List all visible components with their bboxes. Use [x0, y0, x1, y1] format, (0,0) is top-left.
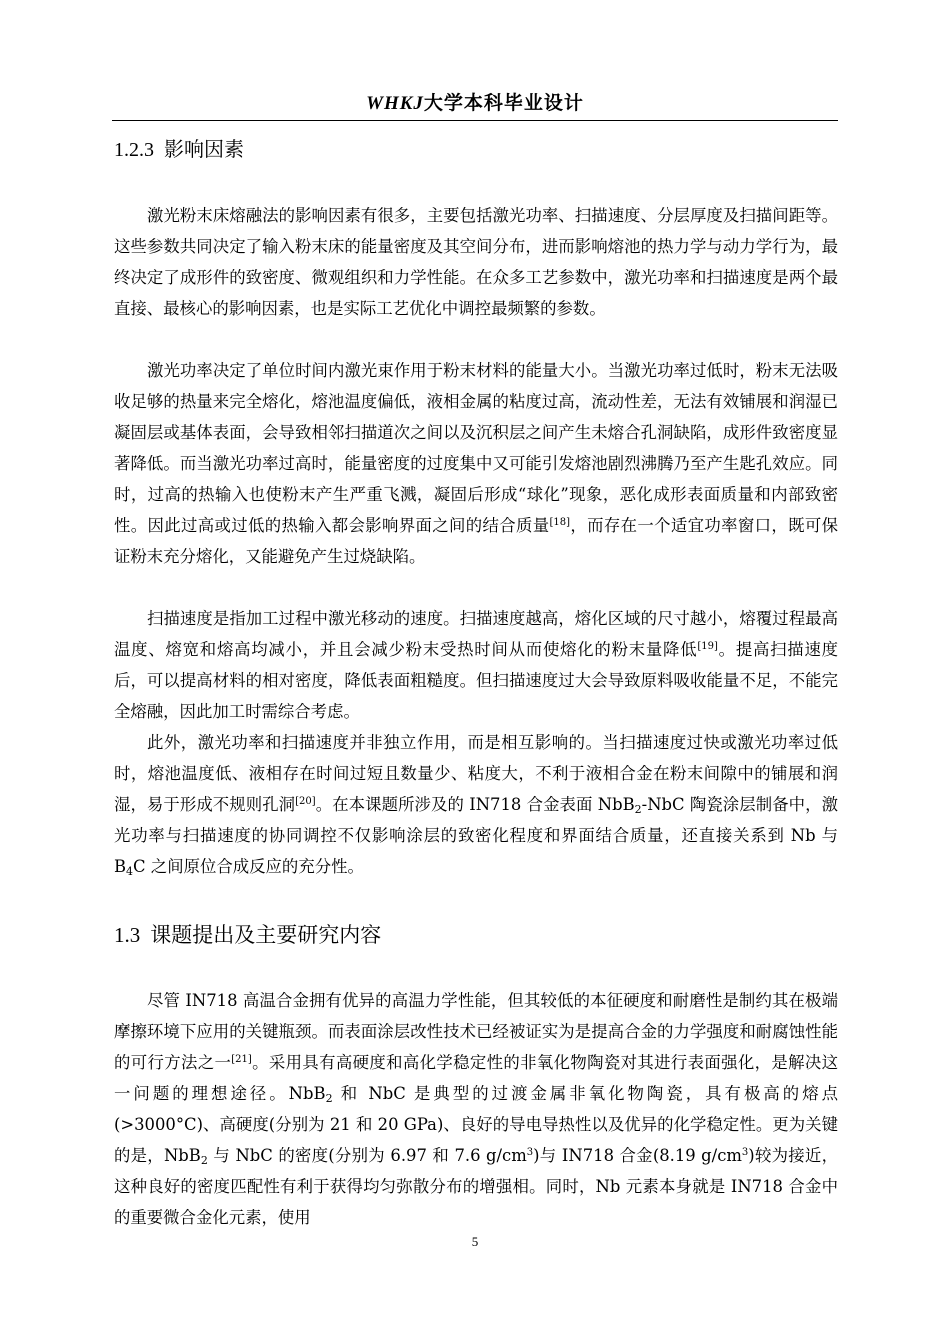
section-heading-1-3 [114, 920, 381, 950]
subscript: 2 [325, 1092, 333, 1105]
text-run: -NbC 陶瓷涂层制备中，激光功率与扫描速度的协同调控不仅影响涂层的致密化程度和界面结合质量，还直接关系到 Nb 与 B [114, 795, 838, 876]
citation: [20] [295, 796, 316, 807]
citation: [19] [697, 641, 718, 652]
text-run: ，而存在一个适宜功率窗口，既可保证粉末充分熔化，又能避免产生过烧缺陷。 [114, 516, 839, 566]
section-title: 课题提出及主要研究内容 [150, 923, 382, 947]
text-run: 扫描速度是指加工过程中激光移动的速度。扫描速度越高，熔化区域的尺寸越小，熔覆过程最高温度、熔宽和熔高均减小，并且会减少粉末受热时间从而使熔化的粉末量降低 [114, 609, 838, 659]
subscript: 4 [126, 865, 134, 878]
text-run: 激光功率决定了单位时间内激光束作用于粉末材料的能量大小。当激光功率过低时，粉末无法吸收足够的热量来完全熔化，熔池温度偏低，液相金属的粘度过高，流动性差，无法有效铺展和润湿已凝固层或基体表面，会导致相邻扫描道次之间以及沉积层之间产生未熔合孔洞缺陷，成形件致密度显著降低。而当激光功率过高时，能量密度的过度集中又可能引发熔池剧烈沸腾乃至产生匙孔效应。同时，过高的热输入也使粉末产生严重飞溅，凝固后形成“球化”现象，恶化成形表面质量和内部致密性。因此过高或过低的热输入都会影响界面之间的结合质量 [114, 361, 838, 535]
header-title: 大学本科毕业设计 [423, 92, 584, 114]
text-run: 。提高扫描速度后，可以提高材料的相对密度，降低表面粗糙度。但扫描速度过大会导致原料吸收能量不足，不能完全熔融，因此加工时需综合考虑。 [114, 640, 839, 721]
page-number: 5 [471, 1234, 479, 1249]
subscript: 2 [634, 803, 642, 816]
section-number: 1.3 [114, 923, 141, 947]
text-run: 。在本课题所涉及的 IN718 合金表面 NbB [315, 795, 635, 814]
paragraph-1: 激光粉末床熔融法的影响因素有很多，主要包括激光功率、扫描速度、分层厚度及扫描间距等。这些参数共同决定了输入粉末床的能量密度及其空间分布，进而影响熔池的热力学与动力学行为，最终决定了成形件的致密度、微观组织和力学性能。在众多工艺参数中，激光功率和扫描速度是两个最直接、最核心的影响因素，也是实际工艺优化中调控最频繁的参数。 [114, 206, 838, 318]
text-run: C 之间原位合成反应的充分性。 [133, 857, 364, 876]
header-latin: WHKJ [366, 93, 424, 114]
page-header [0, 88, 950, 115]
text-run: 尽管 IN718 高温合金拥有优异的高温力学性能，但其较低的本征硬度和耐磨性是制约其在极端摩擦环境下应用的关键瓶颈。而表面涂层改性技术已经被证实为是提高合金的力学强度和耐腐蚀性能的可行方法之一 [114, 991, 838, 1072]
paragraph-2 [114, 355, 838, 572]
section-title: 影响因素 [164, 137, 244, 161]
text-run: )与 IN718 合金(8.19 g/cm [533, 1146, 742, 1165]
paragraph-5 [114, 985, 838, 1233]
section-heading-1-2-3 [114, 135, 244, 164]
citation: [21] [231, 1054, 252, 1065]
text-run: 与 NbC 的密度(分别为 6.97 和 7.6 g/cm [207, 1146, 527, 1165]
header-rule [112, 120, 838, 121]
citation: [18] [549, 517, 571, 528]
text-run: )较为接近，这种良好的密度匹配性有利于获得均匀弥散分布的增强相。同时，Nb 元素本身就是 IN718 合金中的重要微合金化元素，使用 [114, 1146, 838, 1227]
text-run: 和 NbC 是典型的过渡金属非氧化物陶瓷，具有极高的熔点(>3000°C)、高硬度(分别为 21 和 20 GPa)、良好的导电导热性以及优异的化学稳定性。更为关键的是，NbB [114, 1084, 838, 1165]
paragraph-3 [114, 603, 838, 727]
subscript: 2 [200, 1154, 208, 1167]
section-number: 1.2.3 [114, 139, 154, 161]
superscript: 3 [526, 1147, 534, 1158]
superscript: 3 [741, 1147, 749, 1158]
text-run: 。采用具有高硬度和高化学稳定性的非氧化物陶瓷对其进行表面强化，是解决这一问题的理想途径。NbB [114, 1053, 839, 1103]
paragraph-4 [114, 727, 838, 882]
text-run: 此外，激光功率和扫描速度并非独立作用，而是相互影响的。当扫描速度过快或激光功率过低时，熔池温度低、液相存在时间过短且数量少、粘度大，不利于液相合金在粉末间隙中的铺展和润湿，易于形成不规则孔洞 [114, 733, 838, 814]
